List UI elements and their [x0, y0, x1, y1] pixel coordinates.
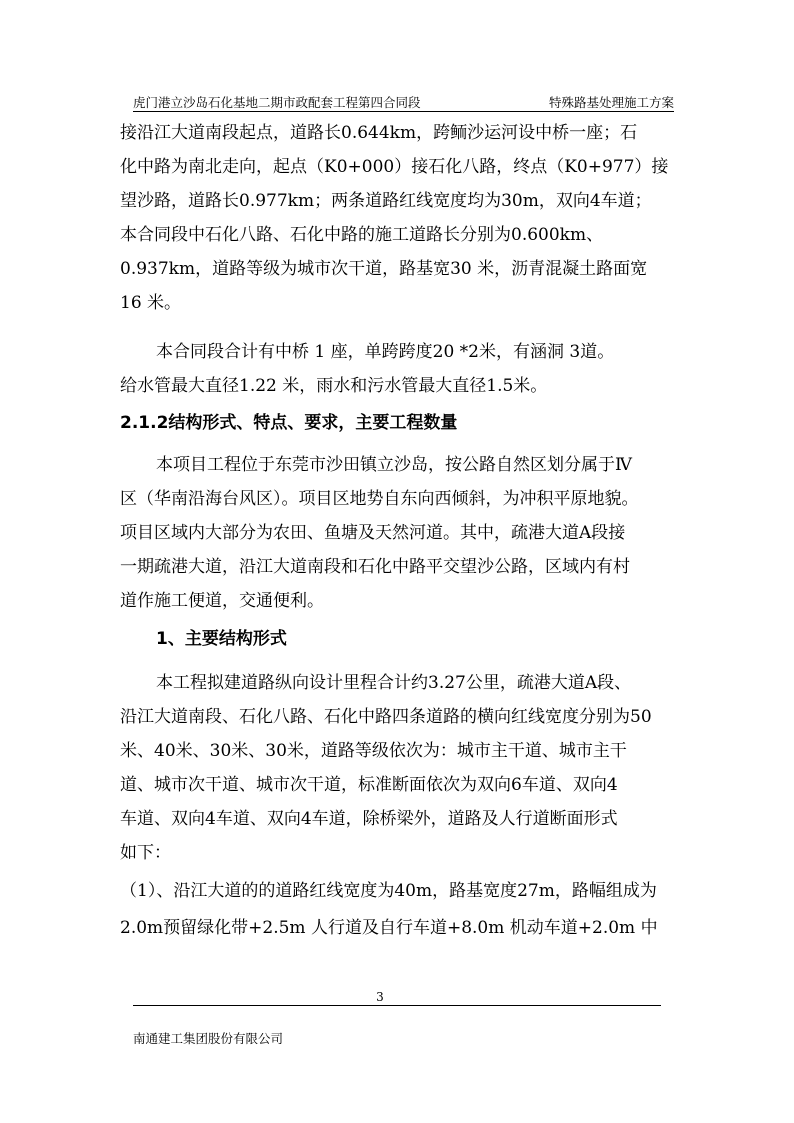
text-line: 车道、双向4车道、双向4车道，除桥梁外，道路及人行道断面形式: [120, 809, 618, 829]
paragraph-first-line: 本工程拟建道路纵向设计里程合计约3.27公里，疏港大道A段、: [156, 673, 632, 693]
page-header: [133, 95, 674, 111]
text-line: 道作施工便道，交通便利。: [120, 591, 324, 611]
text-line: 0.937km，道路等级为城市次干道，路基宽30 米，沥青混凝土路面宽: [120, 259, 648, 279]
footer-company-name: 南通建工集团股份有限公司: [133, 1031, 284, 1046]
text-line: 2.0m预留绿化带+2.5m 人行道及自行车道+8.0m 机动车道+2.0m 中: [120, 918, 658, 938]
text-line: 16 米。: [120, 293, 182, 313]
paragraph-first-line: 本合同段合计有中桥 1 座，单跨跨度20 *2米，有涵洞 3道。: [156, 342, 615, 362]
text-line: 化中路为南北走向，起点（K0+000）接石化八路，终点（K0+977）接: [120, 157, 669, 177]
header-divider: [133, 111, 674, 112]
text-line: 望沙路，道路长0.977km；两条道路红线宽度均为30m，双向4车道；: [120, 191, 652, 211]
footer-divider: [133, 1005, 661, 1006]
subsection-heading: 1、主要结构形式: [156, 629, 287, 649]
text-line: 项目区域内大部分为农田、鱼塘及天然河道。其中，疏港大道A段接: [120, 523, 626, 543]
text-line: 沿江大道南段、石化八路、石化中路四条道路的横向红线宽度分别为50: [120, 707, 652, 727]
text-line: 如下：: [120, 843, 171, 863]
text-line: 道、城市次干道、城市次干道，标准断面依次为双向6车道、双向4: [120, 775, 618, 795]
paragraph-first-line: 本项目工程位于东莞市沙田镇立沙岛，按公路自然区划分属于Ⅳ: [156, 455, 632, 475]
page-number: 3: [376, 990, 384, 1004]
header-section-title: 特殊路基处理施工方案: [548, 95, 674, 110]
text-line: 本合同段中石化八路、石化中路的施工道路长分别为0.600km、: [120, 225, 604, 245]
text-line: 米、40米、30米、30米，道路等级依次为：城市主干道、城市主干: [120, 741, 627, 761]
text-line: 给水管最大直径1.22 米，雨水和污水管最大直径1.5米。: [120, 376, 548, 396]
text-line: 一期疏港大道，沿江大道南段和石化中路平交望沙公路，区域内有村: [120, 557, 630, 577]
header-project-title: 虎门港立沙岛石化基地二期市政配套工程第四合同段: [133, 95, 421, 110]
text-line: 区（华南沿海台风区）。项目区地势自东向西倾斜，为冲积平原地貌。: [120, 489, 639, 509]
text-line: 接沿江大道南段起点，道路长0.644km，跨鲕沙运河设中桥一座；石: [120, 123, 638, 143]
list-item-line: （1）、沿江大道的的道路红线宽度为40m，路基宽度27m，路幅组成为: [120, 881, 657, 901]
section-heading: 2.1.2结构形式、特点、要求，主要工程数量: [120, 413, 458, 433]
